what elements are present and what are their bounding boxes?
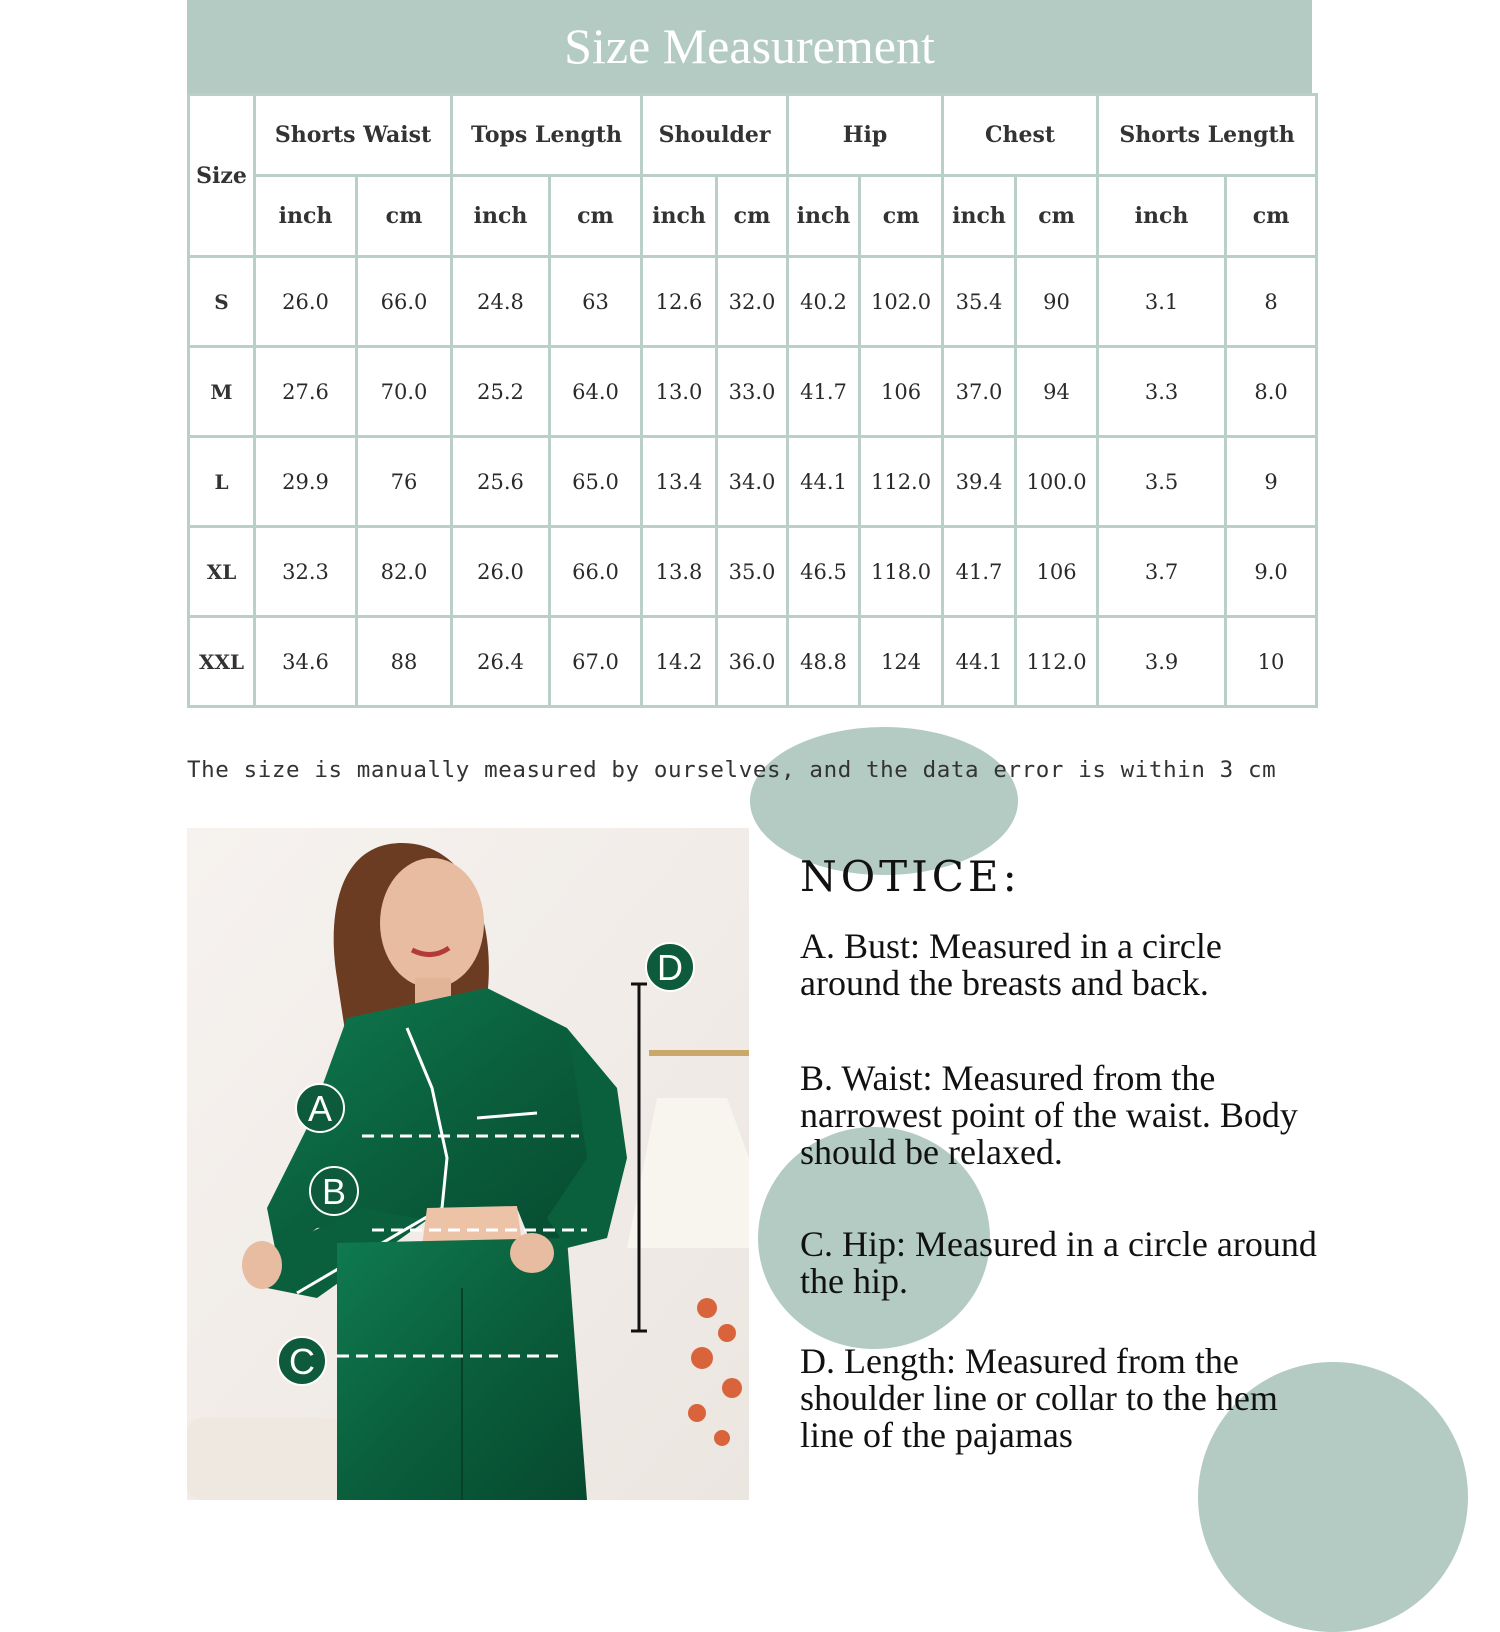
column-header: Chest bbox=[944, 96, 1096, 174]
table-row bbox=[190, 618, 1315, 705]
measurement-cell: 65.0 bbox=[551, 438, 640, 525]
size-cell: L bbox=[190, 438, 253, 525]
measurement-cell: 3.7 bbox=[1099, 528, 1224, 615]
measurement-cell: 88 bbox=[358, 618, 450, 705]
measurement-cell: 13.8 bbox=[643, 528, 715, 615]
unit-header: cm bbox=[718, 177, 786, 255]
measurement-cell: 39.4 bbox=[944, 438, 1014, 525]
face-shape bbox=[380, 858, 484, 988]
marker-b-label: B bbox=[321, 1171, 347, 1212]
measurement-cell: 34.0 bbox=[718, 438, 786, 525]
measurement-cell: 3.5 bbox=[1099, 438, 1224, 525]
notice-title: NOTICE: bbox=[800, 852, 1021, 901]
unit-header: inch bbox=[643, 177, 715, 255]
unit-header: inch bbox=[944, 177, 1014, 255]
size-cell: M bbox=[190, 348, 253, 435]
measurement-cell: 46.5 bbox=[789, 528, 858, 615]
measurement-cell: 3.3 bbox=[1099, 348, 1224, 435]
marker-c-label: C bbox=[289, 1341, 315, 1382]
measurement-cell: 27.6 bbox=[256, 348, 355, 435]
measurement-cell: 102.0 bbox=[861, 258, 941, 345]
measurement-cell: 66.0 bbox=[358, 258, 450, 345]
size-cell: S bbox=[190, 258, 253, 345]
marker-c bbox=[278, 1337, 326, 1385]
model-illustration bbox=[187, 828, 749, 1500]
notice-waist: B. Waist: Measured from the narrowest point of the waist. Body should be relaxed. bbox=[800, 1058, 1298, 1172]
measurement-cell: 48.8 bbox=[789, 618, 858, 705]
size-cell: XL bbox=[190, 528, 253, 615]
size-cell: XXL bbox=[190, 618, 253, 705]
size-table bbox=[187, 93, 1318, 708]
marker-d-label: D bbox=[657, 947, 683, 988]
unit-header: cm bbox=[358, 177, 450, 255]
measurement-cell: 70.0 bbox=[358, 348, 450, 435]
unit-header: cm bbox=[1227, 177, 1315, 255]
column-header: Shoulder bbox=[643, 96, 786, 174]
sofa-shape bbox=[187, 1418, 347, 1500]
measurement-cell: 44.1 bbox=[944, 618, 1014, 705]
unit-header: inch bbox=[789, 177, 858, 255]
table-row bbox=[190, 348, 1315, 435]
measurement-cell: 67.0 bbox=[551, 618, 640, 705]
measurement-cell: 33.0 bbox=[718, 348, 786, 435]
measurement-cell: 3.1 bbox=[1099, 258, 1224, 345]
column-header: Shorts Length bbox=[1099, 96, 1315, 174]
measurement-cell: 10 bbox=[1227, 618, 1315, 705]
unit-header: cm bbox=[1017, 177, 1096, 255]
measurement-cell: 25.6 bbox=[453, 438, 548, 525]
marker-a bbox=[296, 1084, 344, 1132]
measurement-cell: 124 bbox=[861, 618, 941, 705]
measurement-cell: 13.0 bbox=[643, 348, 715, 435]
measurement-cell: 41.7 bbox=[944, 528, 1014, 615]
measurement-cell: 34.6 bbox=[256, 618, 355, 705]
measurement-cell: 64.0 bbox=[551, 348, 640, 435]
measurement-cell: 66.0 bbox=[551, 528, 640, 615]
unit-header: inch bbox=[1099, 177, 1224, 255]
measurement-cell: 76 bbox=[358, 438, 450, 525]
measurement-cell: 36.0 bbox=[718, 618, 786, 705]
table-row bbox=[190, 528, 1315, 615]
measurement-cell: 29.9 bbox=[256, 438, 355, 525]
measurement-cell: 35.0 bbox=[718, 528, 786, 615]
measurement-cell: 14.2 bbox=[643, 618, 715, 705]
measurement-cell: 24.8 bbox=[453, 258, 548, 345]
column-header: Shorts Waist bbox=[256, 96, 450, 174]
measurement-cell: 118.0 bbox=[861, 528, 941, 615]
notice-hip: C. Hip: Measured in a circle around the hip. bbox=[800, 1224, 1317, 1301]
column-header: Tops Length bbox=[453, 96, 640, 174]
measurement-cell: 8 bbox=[1227, 258, 1315, 345]
notice-length: D. Length: Measured from the shoulder line or collar to the hem line of the pajamas bbox=[800, 1341, 1278, 1455]
size-header: Size bbox=[190, 96, 253, 255]
measurement-cell: 9 bbox=[1227, 438, 1315, 525]
measurement-cell: 26.0 bbox=[453, 528, 548, 615]
measurement-cell: 35.4 bbox=[944, 258, 1014, 345]
measurement-cell: 41.7 bbox=[789, 348, 858, 435]
unit-header: cm bbox=[551, 177, 640, 255]
measurement-cell: 82.0 bbox=[358, 528, 450, 615]
marker-d bbox=[646, 943, 694, 991]
measurement-cell: 8.0 bbox=[1227, 348, 1315, 435]
measurement-cell: 3.9 bbox=[1099, 618, 1224, 705]
measurement-cell: 90 bbox=[1017, 258, 1096, 345]
unit-header: cm bbox=[861, 177, 941, 255]
table-row bbox=[190, 258, 1315, 345]
measurement-cell: 26.4 bbox=[453, 618, 548, 705]
measurement-cell: 25.2 bbox=[453, 348, 548, 435]
measurement-note: The size is manually measured by ourselves, and the data error is within 3 cm bbox=[187, 757, 1277, 783]
measurement-cell: 32.0 bbox=[718, 258, 786, 345]
measurement-cell: 100.0 bbox=[1017, 438, 1096, 525]
measurement-cell: 112.0 bbox=[861, 438, 941, 525]
model-photo bbox=[187, 828, 749, 1500]
measurement-cell: 63 bbox=[551, 258, 640, 345]
measurement-cell: 40.2 bbox=[789, 258, 858, 345]
table-row bbox=[190, 438, 1315, 525]
measurement-cell: 13.4 bbox=[643, 438, 715, 525]
marker-a-label: A bbox=[307, 1088, 333, 1129]
measurement-cell: 94 bbox=[1017, 348, 1096, 435]
page-title: Size Measurement bbox=[187, 0, 1312, 93]
marker-b bbox=[310, 1167, 358, 1215]
measurement-cell: 112.0 bbox=[1017, 618, 1096, 705]
measurement-cell: 32.3 bbox=[256, 528, 355, 615]
measurement-cell: 44.1 bbox=[789, 438, 858, 525]
measurement-cell: 106 bbox=[1017, 528, 1096, 615]
notice-bust: A. Bust: Measured in a circle around the breasts and back. bbox=[800, 926, 1222, 1003]
unit-header: inch bbox=[256, 177, 355, 255]
lamp-arm-shape bbox=[649, 1050, 749, 1056]
unit-header: inch bbox=[453, 177, 548, 255]
column-header: Hip bbox=[789, 96, 941, 174]
measurement-cell: 9.0 bbox=[1227, 528, 1315, 615]
measurement-cell: 37.0 bbox=[944, 348, 1014, 435]
measurement-cell: 106 bbox=[861, 348, 941, 435]
measurement-cell: 12.6 bbox=[643, 258, 715, 345]
measurement-cell: 26.0 bbox=[256, 258, 355, 345]
